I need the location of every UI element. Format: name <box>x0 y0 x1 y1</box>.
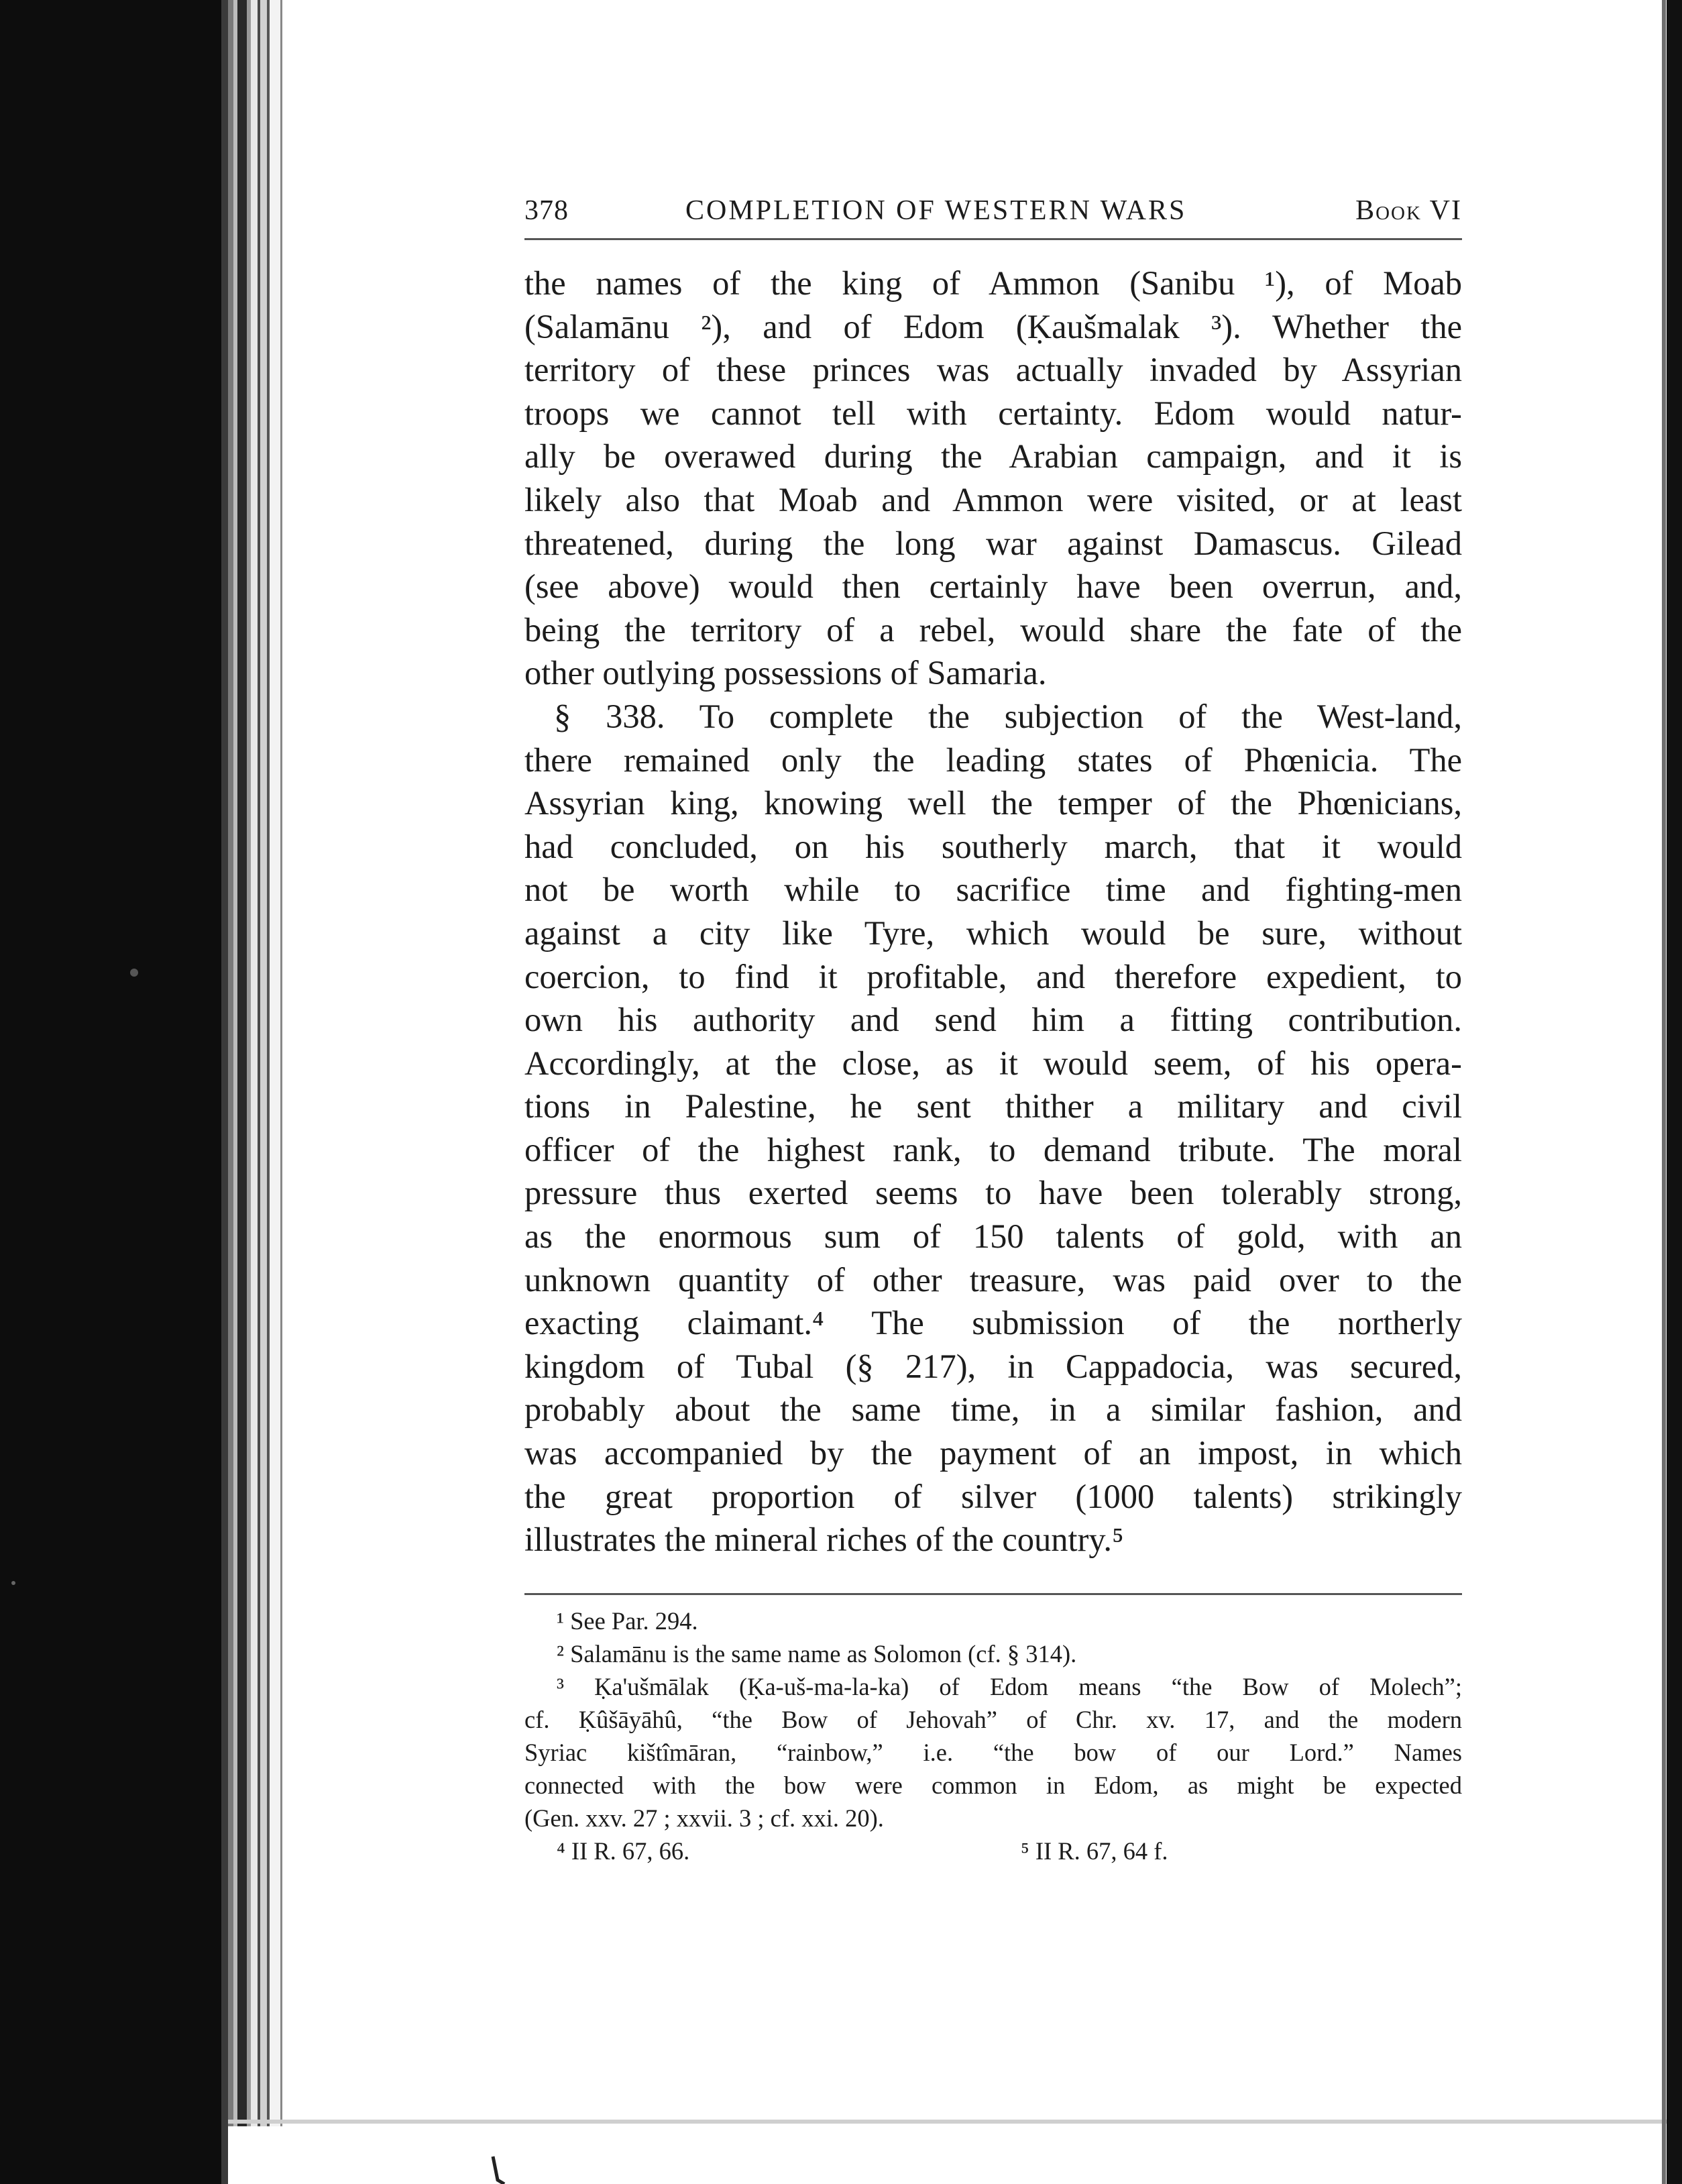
body-text <box>524 262 1462 1562</box>
footnote-1: ¹ See Par. 294. <box>557 1607 698 1635</box>
body-line: officer of the highest rank, to demand tribute. The moral <box>524 1130 1462 1168</box>
footnote-3-line: cf. Ḳûšāyāhû, “the Bow of Jehovah” of Chr. xv. 17, and the modern <box>524 1706 1462 1733</box>
body-line: the names of the king of Ammon (Sanibu ¹), of Moab <box>524 264 1462 302</box>
body-line: pressure thus exerted seems to have been tolerably strong, <box>524 1174 1462 1212</box>
body-line: troops we cannot tell with certainty. Edom would natur- <box>524 394 1462 432</box>
footnote-5: ⁵ II R. 67, 64 f. <box>1021 1837 1168 1865</box>
footnote-4: ⁴ II R. 67, 66. <box>557 1837 690 1865</box>
footnote-2: ² Salamānu is the same name as Solomon (cf. § 314). <box>557 1640 1077 1668</box>
footnote-3-line: connected with the bow were common in Edom, as might be expected <box>524 1771 1462 1799</box>
chapter-title: COMPLETION OF WESTERN WARS <box>685 195 1187 226</box>
body-line: Assyrian king, knowing well the temper of the Phœnicians, <box>524 784 1462 822</box>
body-line: being the territory of a rebel, would share the fate of the <box>524 610 1462 649</box>
body-line: (see above) would then certainly have been overrun, and, <box>524 567 1462 606</box>
body-line: likely also that Moab and Ammon were visited, or at least <box>524 480 1462 518</box>
running-header <box>524 195 1462 235</box>
body-line: had concluded, on his southerly march, that it would <box>524 827 1462 865</box>
book-label: Book VI <box>1355 195 1462 226</box>
body-line: § 338. To complete the subjection of the West-land, <box>554 697 1462 735</box>
body-line: against a city like Tyre, which would be sure, without <box>524 914 1462 952</box>
body-line: coercion, to find it profitable, and therefore expedient, to <box>524 957 1462 995</box>
body-line: the great proportion of silver (1000 talents) strikingly <box>524 1477 1462 1515</box>
body-line: other outlying possessions of Samaria. <box>524 654 1047 692</box>
body-line: kingdom of Tubal (§ 217), in Cappadocia, was secured, <box>524 1347 1462 1385</box>
body-line: probably about the same time, in a similar fashion, and <box>524 1390 1462 1429</box>
body-line: not be worth while to sacrifice time and fighting-men <box>524 871 1462 909</box>
body-line: own his authority and send him a fitting contribution. <box>524 1001 1462 1039</box>
body-line: Accordingly, at the close, as it would seem, of his opera- <box>524 1044 1462 1082</box>
body-line: illustrates the mineral riches of the country.⁵ <box>524 1521 1124 1559</box>
body-line: there remained only the leading states of Phœnicia. The <box>524 741 1462 779</box>
footnote-rule <box>524 1593 1462 1595</box>
footnote-3-line: (Gen. xxv. 27 ; xxvii. 3 ; cf. xxi. 20). <box>524 1804 884 1832</box>
footnote-3-line: ³ Ḳa'ušmālak (Ḳa-uš-ma-la-ka) of Edom means “the Bow of Molech”; <box>557 1673 1462 1700</box>
footnotes <box>524 1604 1462 1867</box>
body-line: ally be overawed during the Arabian campaign, and it is <box>524 437 1462 476</box>
body-line: unknown quantity of other treasure, was paid over to the <box>524 1260 1462 1299</box>
body-line: territory of these princes was actually invaded by Assyrian <box>524 351 1462 389</box>
body-line: as the enormous sum of 150 talents of gold, with an <box>524 1217 1462 1256</box>
body-line: threatened, during the long war against Damascus. Gilead <box>524 524 1462 562</box>
footnote-3-line: Syriac kištîmāran, “rainbow,” i.e. “the bow of our Lord.” Names <box>524 1739 1462 1766</box>
page-number: 378 <box>524 195 569 226</box>
footnote-row-4-5 <box>524 1835 1462 1867</box>
body-line: exacting claimant.⁴ The submission of the northerly <box>524 1304 1462 1342</box>
body-line: tions in Palestine, he sent thither a military and civil <box>524 1087 1462 1126</box>
body-line: was accompanied by the payment of an impost, in which <box>524 1434 1462 1472</box>
header-rule <box>524 238 1462 240</box>
body-line: (Salamānu ²), and of Edom (Ḳaušmalak ³). Whether the <box>524 307 1462 345</box>
